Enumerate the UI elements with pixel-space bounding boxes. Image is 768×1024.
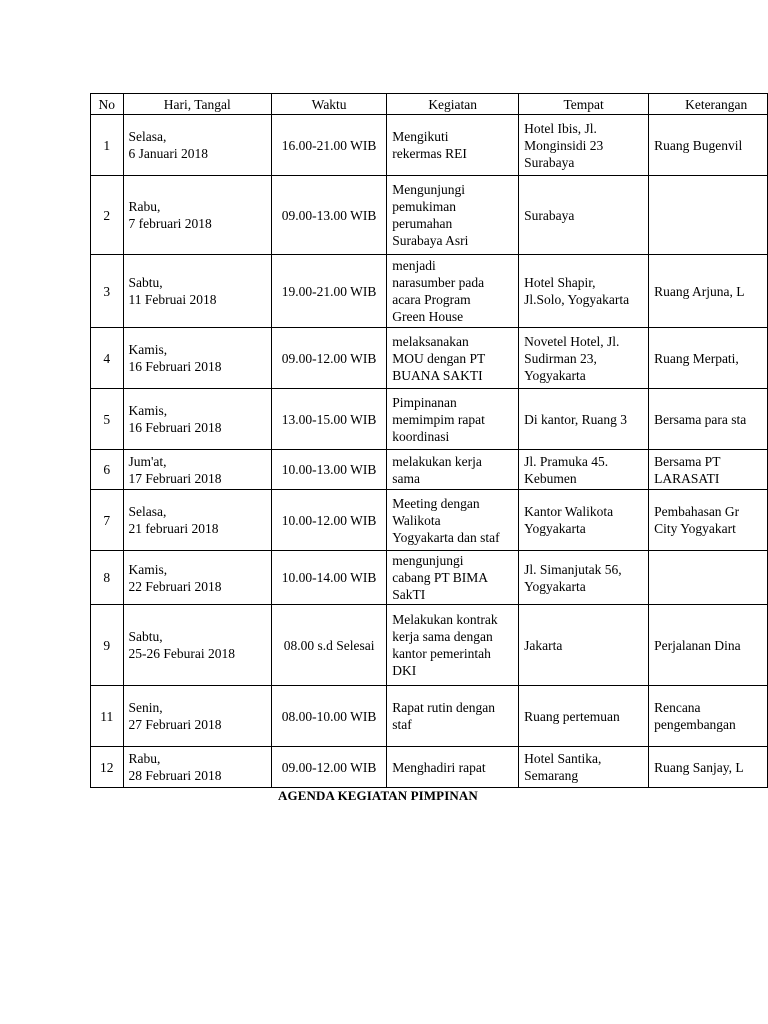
cell-hari-tanggal: Senin, 27 Februari 2018	[123, 686, 271, 747]
cell-hari-tanggal: Kamis, 16 Februari 2018	[123, 328, 271, 389]
cell-tempat: Kantor Walikota Yogyakarta	[519, 490, 649, 551]
cell-keterangan: Bersama PT LARASATI	[649, 450, 768, 490]
cell-waktu: 08.00-10.00 WIB	[271, 686, 386, 747]
cell-tempat: Jl. Simanjutak 56, Yogyakarta	[519, 551, 649, 605]
cell-keterangan: Pembahasan Gr City Yogyakart	[649, 490, 768, 551]
cell-no: 7	[91, 490, 124, 551]
cell-tempat: Surabaya	[519, 176, 649, 255]
cell-hari-tanggal: Selasa, 21 februari 2018	[123, 490, 271, 551]
cell-waktu: 10.00-12.00 WIB	[271, 490, 386, 551]
cell-hari-tanggal: Sabtu, 11 Februai 2018	[123, 255, 271, 328]
cell-no: 1	[91, 115, 124, 176]
header-waktu: Waktu	[271, 94, 386, 115]
table-row	[91, 551, 768, 605]
cell-kegiatan: Mengunjungi pemukiman perumahan Surabaya Asri	[387, 176, 519, 255]
cell-keterangan: Ruang Arjuna, L	[649, 255, 768, 328]
table-row	[91, 450, 768, 490]
cell-kegiatan: Melakukan kontrak kerja sama dengan kantor pemerintah DKI	[387, 605, 519, 686]
cell-tempat: Jakarta	[519, 605, 649, 686]
table-row	[91, 605, 768, 686]
cell-hari-tanggal: Jum'at, 17 Februari 2018	[123, 450, 271, 490]
table-caption: AGENDA KEGIATAN PIMPINAN	[278, 788, 478, 803]
cell-kegiatan: Meeting dengan Walikota Yogyakarta dan staf	[387, 490, 519, 551]
cell-keterangan: Ruang Sanjay, L	[649, 747, 768, 788]
cell-hari-tanggal: Sabtu, 25-26 Feburai 2018	[123, 605, 271, 686]
cell-no: 6	[91, 450, 124, 490]
table-row	[91, 389, 768, 450]
cell-kegiatan: Rapat rutin dengan staf	[387, 686, 519, 747]
header-no: No	[91, 94, 124, 115]
cell-keterangan	[649, 551, 768, 605]
header-tempat: Tempat	[519, 94, 649, 115]
cell-kegiatan: mengunjungi cabang PT BIMA SakTI	[387, 551, 519, 605]
table-row	[91, 747, 768, 788]
cell-no: 8	[91, 551, 124, 605]
cell-keterangan: Perjalanan Dina	[649, 605, 768, 686]
table-row	[91, 686, 768, 747]
cell-kegiatan: menjadi narasumber pada acara Program Green House	[387, 255, 519, 328]
cell-hari-tanggal: Rabu, 7 februari 2018	[123, 176, 271, 255]
cell-tempat: Hotel Santika, Semarang	[519, 747, 649, 788]
cell-keterangan: Bersama para sta	[649, 389, 768, 450]
header-kegiatan: Kegiatan	[387, 94, 519, 115]
cell-waktu: 09.00-12.00 WIB	[271, 328, 386, 389]
cell-tempat: Di kantor, Ruang 3	[519, 389, 649, 450]
table-row	[91, 115, 768, 176]
cell-kegiatan: Menghadiri rapat	[387, 747, 519, 788]
cell-keterangan: Ruang Merpati,	[649, 328, 768, 389]
cell-no: 2	[91, 176, 124, 255]
cell-waktu: 08.00 s.d Selesai	[271, 605, 386, 686]
header-keterangan: Keterangan	[649, 94, 768, 115]
cell-no: 11	[91, 686, 124, 747]
cell-no: 4	[91, 328, 124, 389]
cell-no: 12	[91, 747, 124, 788]
cell-hari-tanggal: Rabu, 28 Februari 2018	[123, 747, 271, 788]
cell-hari-tanggal: Kamis, 16 Februari 2018	[123, 389, 271, 450]
cell-waktu: 10.00-14.00 WIB	[271, 551, 386, 605]
table-row	[91, 176, 768, 255]
table-row	[91, 328, 768, 389]
cell-keterangan: Ruang Bugenvil	[649, 115, 768, 176]
table-header-row	[91, 94, 768, 115]
cell-tempat: Hotel Ibis, Jl. Monginsidi 23 Surabaya	[519, 115, 649, 176]
cell-hari-tanggal: Selasa, 6 Januari 2018	[123, 115, 271, 176]
cell-waktu: 09.00-13.00 WIB	[271, 176, 386, 255]
cell-tempat: Jl. Pramuka 45. Kebumen	[519, 450, 649, 490]
cell-tempat: Ruang pertemuan	[519, 686, 649, 747]
table-row	[91, 255, 768, 328]
cell-kegiatan: melaksanakan MOU dengan PT BUANA SAKTI	[387, 328, 519, 389]
table-row	[91, 490, 768, 551]
cell-hari-tanggal: Kamis, 22 Februari 2018	[123, 551, 271, 605]
cell-kegiatan: Pimpinanan memimpim rapat koordinasi	[387, 389, 519, 450]
cell-waktu: 19.00-21.00 WIB	[271, 255, 386, 328]
agenda-table	[90, 93, 768, 788]
cell-kegiatan: Mengikuti rekermas REI	[387, 115, 519, 176]
header-hari-tanggal: Hari, Tangal	[123, 94, 271, 115]
cell-no: 5	[91, 389, 124, 450]
cell-no: 3	[91, 255, 124, 328]
cell-waktu: 09.00-12.00 WIB	[271, 747, 386, 788]
cell-tempat: Hotel Shapir, Jl.Solo, Yogyakarta	[519, 255, 649, 328]
cell-waktu: 10.00-13.00 WIB	[271, 450, 386, 490]
cell-kegiatan: melakukan kerja sama	[387, 450, 519, 490]
cell-waktu: 16.00-21.00 WIB	[271, 115, 386, 176]
cell-waktu: 13.00-15.00 WIB	[271, 389, 386, 450]
cell-keterangan: Rencana pengembangan	[649, 686, 768, 747]
cell-no: 9	[91, 605, 124, 686]
cell-keterangan	[649, 176, 768, 255]
cell-tempat: Novetel Hotel, Jl. Sudirman 23, Yogyakarta	[519, 328, 649, 389]
